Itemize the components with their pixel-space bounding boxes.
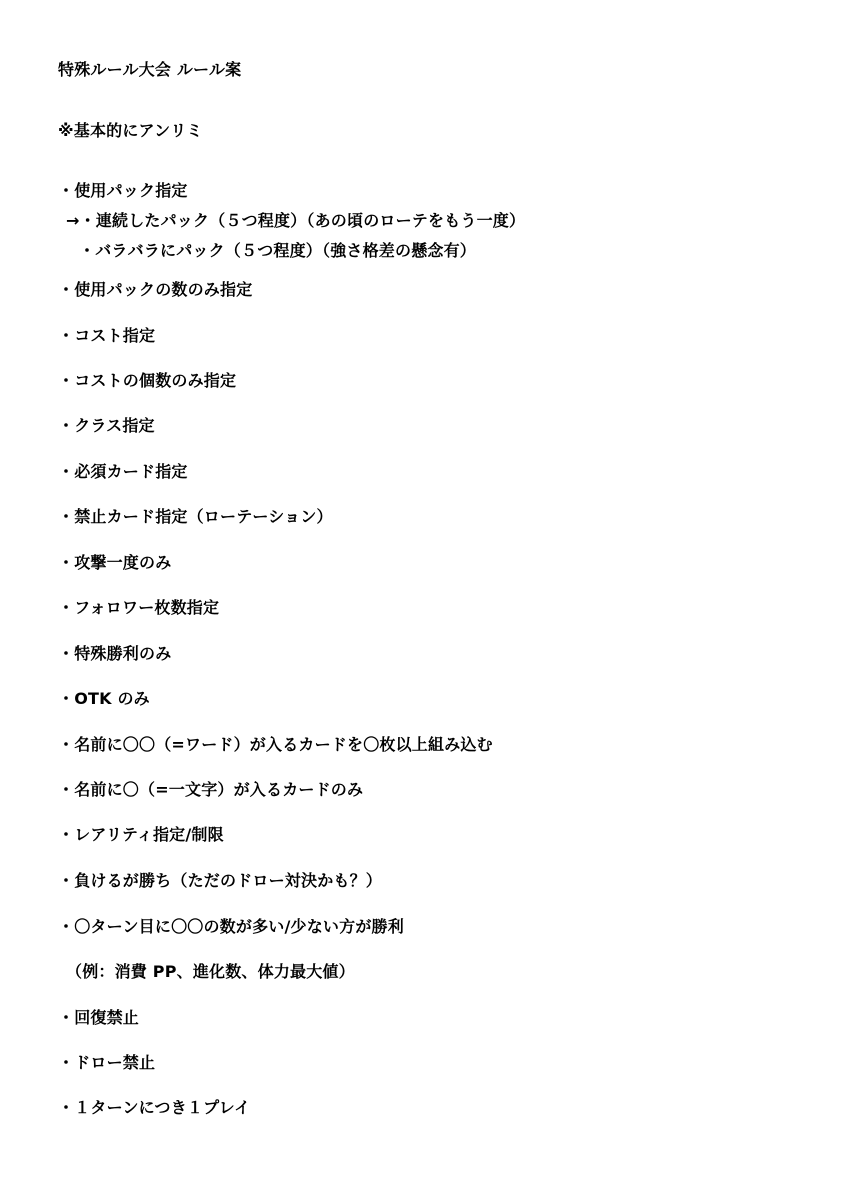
- rule-item: ・攻撃一度のみ: [58, 553, 172, 572]
- rule-item: ・負けるが勝ち（ただのドロー対決かも？）: [58, 871, 383, 890]
- rule-example: （例：消費 PP、進化数、体力最大値）: [66, 962, 355, 981]
- rule-item: ・コスト指定: [58, 326, 156, 345]
- rule-item: ・１ターンにつき１プレイ: [58, 1098, 251, 1117]
- rule-item: ・OTK のみ: [58, 689, 150, 708]
- rule-item: ・ドロー禁止: [58, 1053, 156, 1072]
- rule-item: ・フォロワー枚数指定: [58, 598, 220, 617]
- rule-item: ・禁止カード指定（ローテーション）: [58, 507, 333, 526]
- rule-item: ・名前に〇（=一文字）が入るカードのみ: [58, 780, 364, 799]
- rule-item: ・特殊勝利のみ: [58, 644, 172, 663]
- rule-subitem: →・連続したパック（５つ程度）（あの頃のローテをもう一度）: [66, 211, 526, 230]
- rule-item: ・回復禁止: [58, 1008, 140, 1027]
- rule-item: ・レアリティ指定/制限: [58, 825, 224, 844]
- rule-item: ・〇ターン目に〇〇の数が多い/少ない方が勝利: [58, 917, 404, 936]
- rule-item: ・コストの個数のみ指定: [58, 371, 237, 390]
- rule-item: ・使用パックの数のみ指定: [58, 280, 253, 299]
- document-title: 特殊ルール大会 ルール案: [58, 60, 242, 79]
- rule-item: ・使用パック指定: [58, 181, 188, 200]
- rule-item: ・必須カード指定: [58, 462, 188, 481]
- note-line: ※基本的にアンリミ: [58, 121, 203, 140]
- rule-item: ・名前に〇〇（=ワード）が入るカードを〇枚以上組み込む: [58, 735, 493, 754]
- rule-subitem: ・バラバラにパック（５つ程度）（強さ格差の懸念有）: [79, 241, 477, 260]
- rule-item: ・クラス指定: [58, 416, 155, 435]
